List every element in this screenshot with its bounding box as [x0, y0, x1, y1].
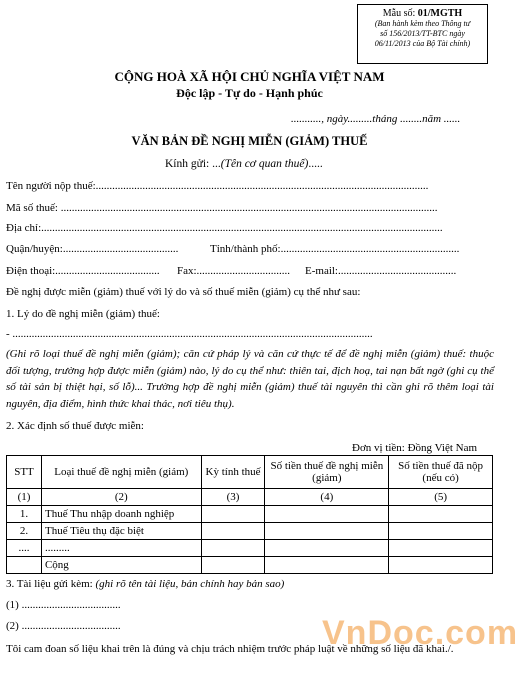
table-colnum-row: (1) (2) (3) (4) (5) — [7, 489, 493, 506]
request-line: Đề nghị được miễn (giảm) thuế với lý do và số thuế miễn (giảm) cụ thể như sau: — [6, 286, 361, 298]
attachment-1[interactable]: (1) .................................... — [6, 599, 121, 611]
attachment-2[interactable]: (2) .................................... — [6, 620, 121, 632]
header-tax-period: Kỳ tính thuế — [201, 456, 265, 489]
table-row: .... ......... — [7, 540, 493, 557]
paid-amount-cell[interactable] — [389, 506, 493, 523]
motto: Độc lập - Tự do - Hạnh phúc — [176, 86, 323, 100]
table-row: 1. Thuế Thu nhập doanh nghiệp — [7, 506, 493, 523]
date-line: ..........., ngày.........tháng ........năm ...... — [291, 113, 461, 125]
paid-amount-cell[interactable] — [389, 540, 493, 557]
declaration: Tôi cam đoan số liệu khai trên là đúng và chịu trách nhiệm trước pháp luật về những số liệu đã khai./. — [6, 643, 454, 655]
province-field[interactable]: Tỉnh/thành phố:................................................................. — [210, 243, 460, 255]
currency-unit: Đơn vị tiền: Đồng Việt Nam — [352, 442, 478, 454]
total-exempt-cell[interactable] — [265, 557, 389, 574]
paid-amount-cell[interactable] — [389, 523, 493, 540]
taxpayer-name-field[interactable]: Tên người nộp thuế:......................................................................................................................... — [6, 180, 429, 192]
exempt-amount-cell[interactable] — [265, 540, 389, 557]
header-exempt-amount: Số tiền thuế đề nghị miễn (giảm) — [265, 456, 389, 489]
district-field[interactable]: Quận/huyện:.......................................... — [6, 243, 179, 255]
section3-heading: 3. Tài liệu gửi kèm: (ghi rõ tên tài liệu, bản chính hay bản sao) — [6, 578, 285, 590]
fax-field[interactable]: Fax:.................................. — [177, 265, 291, 277]
section1-instruction: (Ghi rõ loại thuế đề nghị miễn (giảm); căn cứ pháp lý và căn cứ thực tế để đề nghị miễn (giảm) thuế: thuộc đối tượng, trường hợp được miễn (giảm) nào, lý do cụ thể như: thiên tai, địch hoạ, tai nạn bất ngờ (ghi cụ thể số tài sản bị thiệt hại, số lỗ)... Trường hợp đề nghị miễn (giảm) thuế tài nguyên thì cần ghi rõ thêm loại tài nguyên, địa điểm, hình thức khai thác, nơi tiêu thụ). — [6, 348, 494, 410]
total-period-cell[interactable] — [201, 557, 265, 574]
header-stt: STT — [7, 456, 42, 489]
tax-code-field[interactable]: Mã số thuế: ......................................................................................................................................... — [6, 202, 438, 214]
vndoc-watermark-logo: VnDoc.com — [322, 614, 518, 652]
form-code-box — [357, 4, 488, 64]
phone-field[interactable]: Điện thoại:...................................... — [6, 265, 160, 277]
section1-dotted-line[interactable]: - ................................................................................................................................... — [6, 328, 373, 340]
document-title: VĂN BẢN ĐỀ NGHỊ MIỄN (GIẢM) THUẾ — [131, 134, 368, 148]
header-paid-amount: Số tiền thuế đã nộp (nếu có) — [389, 456, 493, 489]
table-row: 2. Thuế Tiêu thụ đặc biệt — [7, 523, 493, 540]
tax-exemption-table — [6, 455, 493, 574]
table-total-row: Cộng — [7, 557, 493, 574]
tax-period-cell[interactable] — [201, 523, 265, 540]
nation-header: CỘNG HOÀ XÃ HỘI CHỦ NGHĨA VIỆT NAM — [114, 69, 385, 84]
section1-heading: 1. Lý do đề nghị miễn (giảm) thuế: — [6, 308, 160, 320]
exempt-amount-cell[interactable] — [265, 506, 389, 523]
section2-heading: 2. Xác định số thuế được miễn: — [6, 420, 144, 432]
greeting: Kính gửi: ...(Tên cơ quan thuế)..... — [165, 158, 323, 170]
total-paid-cell[interactable] — [389, 557, 493, 574]
email-field[interactable]: E-mail:........................................... — [305, 265, 457, 277]
header-tax-type: Loại thuế đề nghị miễn (giảm) — [41, 456, 201, 489]
tax-period-cell[interactable] — [201, 540, 265, 557]
exempt-amount-cell[interactable] — [265, 523, 389, 540]
form-note-1: (Ban hành kèm theo Thông tư — [374, 19, 471, 28]
tax-authority-placeholder: (Tên cơ quan thuế) — [220, 158, 309, 170]
form-note-2: số 156/2013/TT-BTC ngày — [380, 29, 465, 38]
address-field[interactable]: Địa chỉ:.................................................................................................................................................. — [6, 222, 443, 234]
form-code: Mẫu số: 01/MGTH — [382, 8, 463, 19]
tax-period-cell[interactable] — [201, 506, 265, 523]
table-header-row — [7, 456, 493, 489]
form-note-3: 06/11/2013 của Bộ Tài chính) — [374, 39, 471, 48]
